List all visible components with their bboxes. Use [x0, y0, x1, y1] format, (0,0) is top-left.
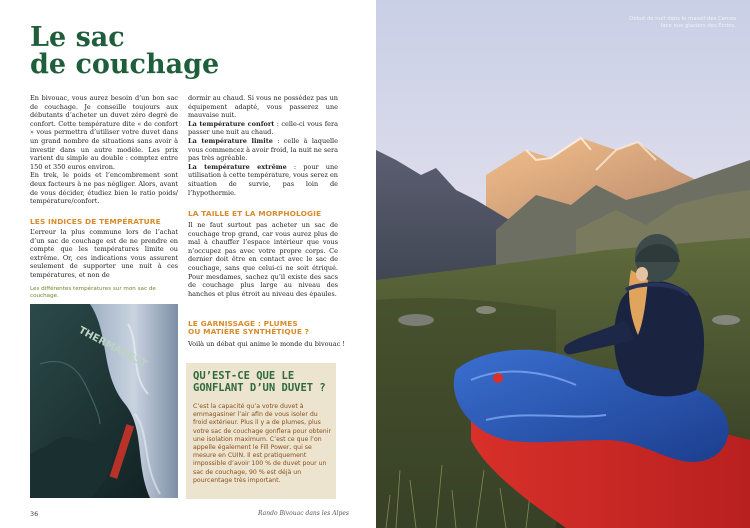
garnissage-heading-line-2: OU MATIÈRE SYNTHÉTIQUE ? [188, 327, 310, 337]
sleeping-bag-photo [30, 304, 178, 498]
photo-caption-right [596, 16, 736, 30]
caption-right-line-2: face aux glaciers des Écrins. [660, 22, 736, 29]
page-number: 36 [30, 510, 39, 518]
extreme-label: La température extrême [188, 162, 287, 171]
limite-text: : celle à laquelle vous commencez à avoir froid, la nuit ne sera pas très agréable. [188, 136, 338, 163]
confort-text: : celle-ci vous fera passer une nuit au chaud. [188, 119, 338, 137]
photo-caption: Les différentes températures sur mon sac de couchage. [30, 286, 156, 299]
right-column [188, 94, 338, 197]
garnissage-paragraph: Voilà un débat qui anime le monde du bivouac ! [188, 340, 345, 348]
heading-indices: LES INDICES DE TEMPÉRATURE [30, 217, 161, 226]
caption-right-line-1: Début de nuit dans le massif des Cerces [629, 16, 736, 22]
info-box [186, 363, 336, 499]
info-box-text: C’est la capacité qu’a votre duvet à emmagasiner l’air afin de vous isoler du froid extérieur. Plus il y a de plumes, plus votre sac de couchage gonflera pour obtenir une isolation maximum. C’est ce que l’on appelle également le Fill Power, qui se mesure en CUIN. Il est pratiquement impossible d’avoir 100 % de duvet pour un sac de couchage, 90 % est déjà un pourcentage très important. [193, 403, 331, 484]
heading-garnissage [188, 320, 338, 337]
confort-label: La température confort [188, 119, 275, 128]
right-page-photo [376, 0, 750, 528]
intro-column [30, 94, 178, 206]
indices-text [30, 228, 178, 280]
title-line-2: de couchage [30, 49, 220, 80]
extreme-text: : pour une utilisation à cette température, vous serez en situation de survie, pas loin de l’hypothermie. [188, 162, 338, 197]
garnissage-text [188, 340, 348, 349]
intro-paragraph-1: En bivouac, vous aurez besoin d’un bon sac de couchage. Je conseille toujours aux débutants d’acheter un duvet zéro degré de confort. Cette température dite « de confort » vous permettra d’utiliser votre duvet dans un grand nombre de situations sans avoir à investir dans un autre modèle. Les prix varient du simple au double : comptez entre 150 et 350 euros environ. [30, 94, 178, 171]
taille-text [188, 221, 338, 298]
bag-brand-label: THERMAREST [76, 324, 149, 371]
heading-taille: LA TAILLE ET LA MORPHOLOGIE [188, 209, 322, 218]
confort-paragraph [188, 120, 338, 137]
garnissage-heading-line-1: LE GARNISSAGE : PLUMES [188, 319, 298, 328]
title-line-1: Le sac [30, 22, 125, 53]
book-title: Rando Bivouac dans les Alpes [258, 510, 349, 517]
page-title [30, 24, 230, 78]
limite-paragraph [188, 137, 338, 163]
indices-paragraph: L’erreur la plus commune lors de l’achat d’un sac de couchage est de ne prendre en compte que les températures limite ou extrême. Or, ces indications vous assurent seulement de supporter une nuit à ces températures, et non de [30, 228, 178, 279]
sleeping-bag-illustration [30, 304, 178, 498]
extreme-paragraph [188, 163, 338, 197]
limite-label: La température limite [188, 136, 273, 145]
taille-paragraph: Il ne faut surtout pas acheter un sac de couchage trop grand, car vous aurez plus de mal à chauffer l’espace intérieur que vous n’occupez pas avec votre propre corps. Ce dernier doit être en contact avec le sac de couchage, sans que celui-ci ne soit étriqué. Pour mesdames, sachez qu’il existe des sacs de couchage plus large au niveau des hanches et plus étroit au niveau des épaules. [188, 221, 338, 298]
info-box-title: QU’EST-CE QUE LE GONFLANT D’UN DUVET ? [193, 370, 326, 394]
continuation-paragraph: dormir au chaud. Si vous ne possédez pas un équipement adapté, vous passerez une mauvaise nuit. [188, 94, 338, 120]
intro-paragraph-2: En trek, le poids et l’encombrement sont deux facteurs à ne pas négliger. Alors, avant de vous décider, étudiez bien le ratio poids/ température/confort. [30, 171, 178, 206]
mountain-bivouac-illustration [376, 0, 750, 528]
